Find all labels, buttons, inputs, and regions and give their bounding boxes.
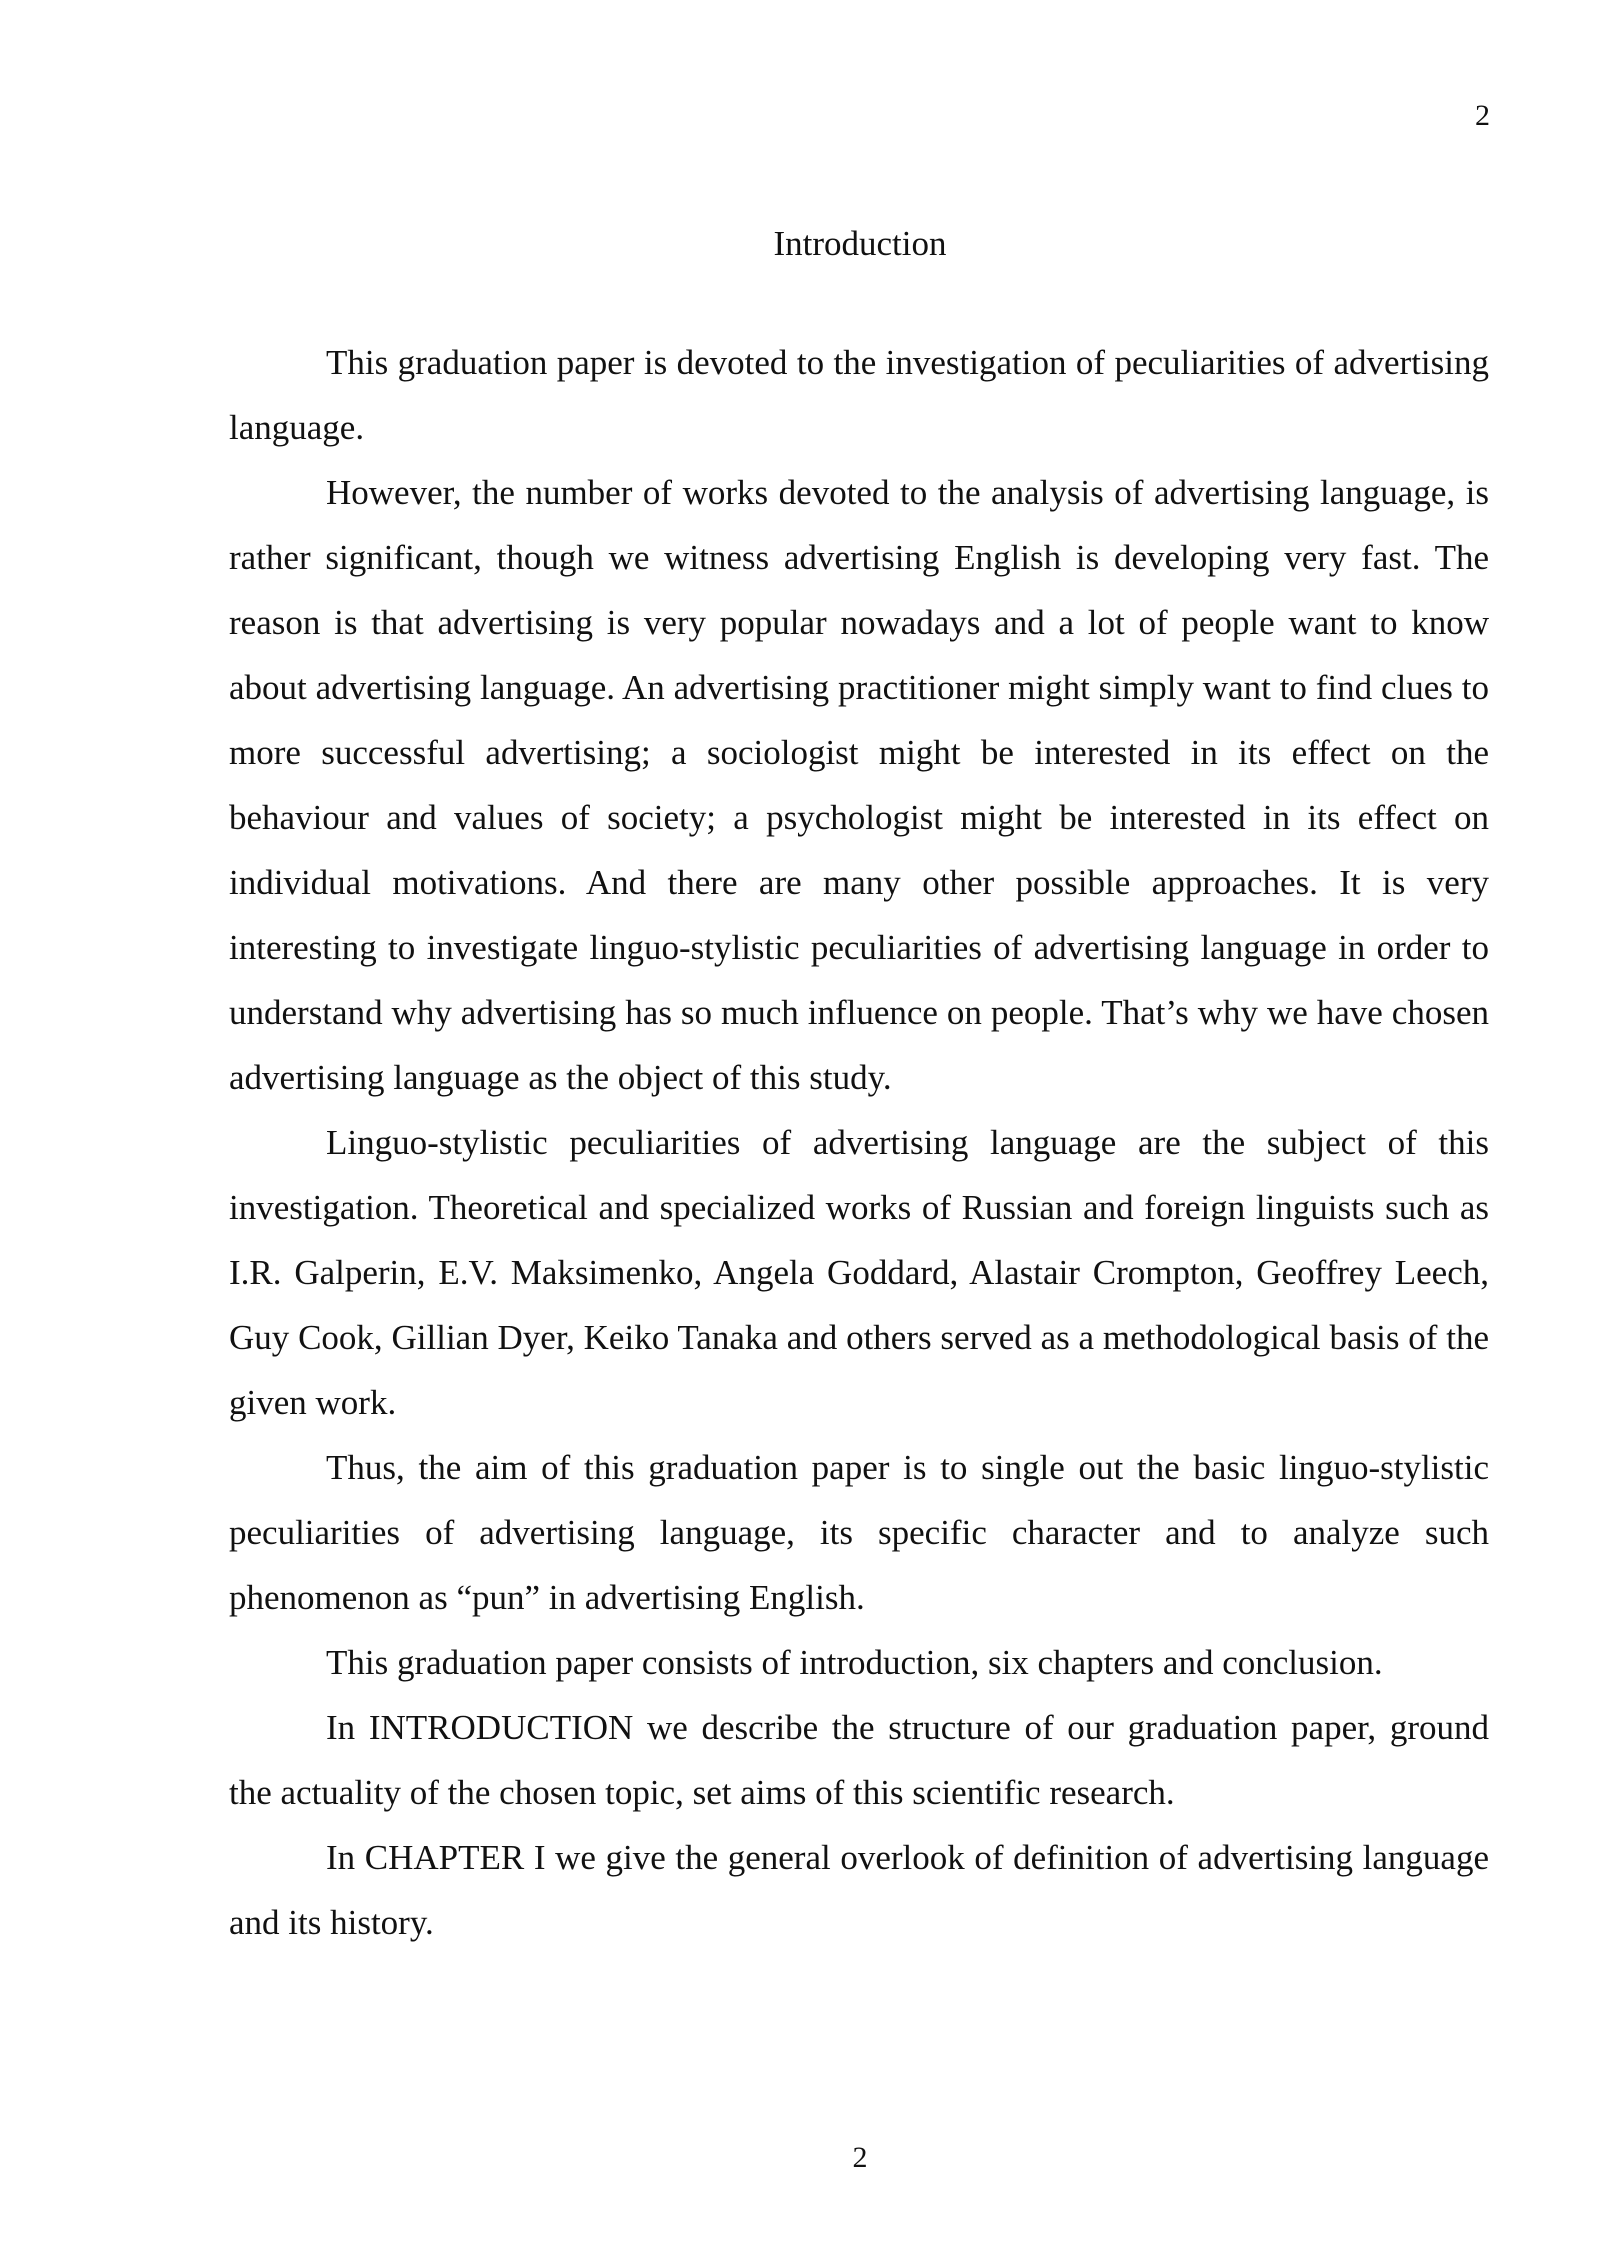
section-heading: Introduction: [773, 224, 947, 263]
paragraph-3: Linguo-stylistic peculiarities of advertising language are the subject of this investigation. Theoretical and specialized works of Russian and foreign linguists such as I.R. Galperin, E.V. Maksimenko, Angela Goddard, Alastair Crompton, Geoffrey Leech, Guy Cook, Gillian Dyer, Keiko Tanaka and others served as a methodological basis of the given work.: [229, 1123, 1489, 1422]
page-number-top: 2: [1475, 99, 1490, 132]
paragraph-2: However, the number of works devoted to the analysis of advertising language, is rather significant, though we witness advertising English is developing very fast. The reason is that advertising is very popular nowadays and a lot of people want to know about advertising language. An advertising practitioner might simply want to find clues to more successful advertising; a sociologist might be interested in its effect on the behaviour and values of society; a psychologist might be interested in its effect on individual motivations. And there are many other possible approaches. It is very interesting to investigate linguo-stylistic peculiarities of advertising language in order to understand why advertising has so much influence on people. That’s why we have chosen advertising language as the object of this study.: [229, 473, 1489, 1097]
paragraph-1: This graduation paper is devoted to the investigation of peculiarities of advertising language.: [229, 343, 1489, 447]
paragraph-4: Thus, the aim of this graduation paper is to single out the basic linguo-stylistic peculiarities of advertising language, its specific character and to analyze such phenomenon as “pun” in advertising English.: [229, 1448, 1489, 1617]
paragraph-6: In INTRODUCTION we describe the structure of our graduation paper, ground the actuality of the chosen topic, set aims of this scientific research.: [229, 1708, 1489, 1812]
page-number-bottom: 2: [852, 2141, 868, 2174]
paragraph-5: This graduation paper consists of introduction, six chapters and conclusion.: [326, 1643, 1383, 1682]
paragraph-7: In CHAPTER I we give the general overlook of definition of advertising language and its history.: [229, 1838, 1489, 1942]
document-body: [229, 330, 1489, 1955]
